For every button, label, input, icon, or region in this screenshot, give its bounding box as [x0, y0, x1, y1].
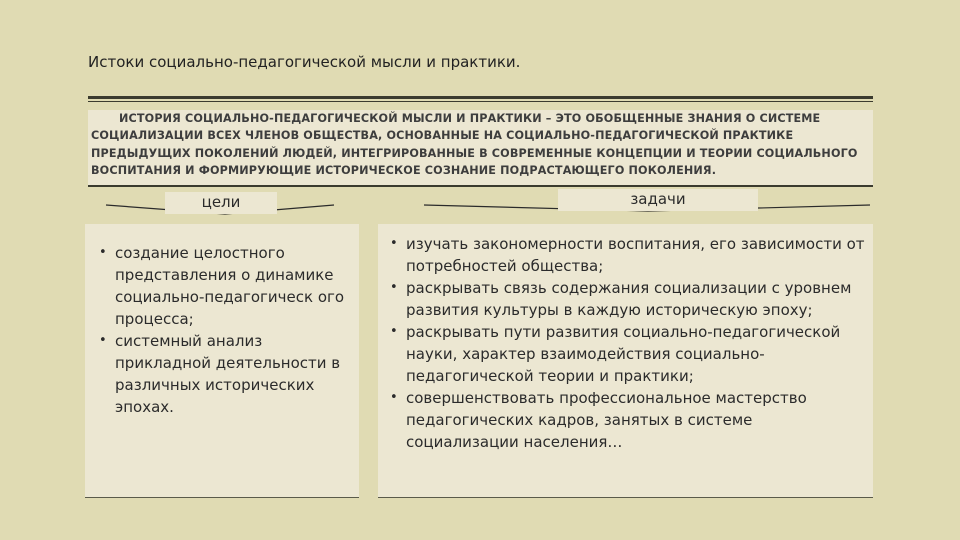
goals-panel [85, 224, 359, 498]
tasks-item-text: раскрывать связь содержания социализации с уровнем развития культуры в каждую историческую эпоху; [406, 279, 852, 319]
tasks-list-item [388, 277, 867, 321]
goals-list-item [97, 242, 353, 330]
tasks-item-text: изучать закономерности воспитания, его зависимости от потребностей общества; [406, 235, 865, 275]
definition-text: ИСТОРИЯ СОЦИАЛЬНО-ПЕДАГОГИЧЕСКОЙ МЫСЛИ И ПРАКТИКИ – ЭТО ОБОБЩЕННЫЕ ЗНАНИЯ О СИСТЕМЕ СОЦИАЛИЗАЦИИ ВСЕХ ЧЛЕНОВ ОБЩЕСТВА, ОСНОВАННЫЕ НА СОЦИАЛЬНО-ПЕДАГОГИЧЕСКОЙ ПРАКТИКЕ ПРЕДЫДУЩИХ ПОКОЛЕНИЙ ЛЮДЕЙ, ИНТЕГРИРОВАННЫЕ В СОВРЕМЕННЫЕ КОНЦЕПЦИИ И ТЕОРИИ СОЦИАЛЬНОГО ВОСПИТАНИЯ И ФОРМИРУЮЩИЕ ИСТОРИЧЕСКОЕ СОЗНАНИЕ ПОДРАСТАЮЩЕГО ПОКОЛЕНИЯ. [88, 110, 873, 185]
goals-list-item [97, 330, 353, 418]
bullet-icon: • [390, 324, 398, 339]
tasks-item-text: раскрывать пути развития социально-педагогической науки, характер взаимодействия социально-педагогической теории и практики; [406, 323, 841, 385]
goals-item-text: создание целостного представления о динамике социально-педагогическ ого процесса; [115, 244, 345, 328]
tasks-item-text: совершенствовать профессиональное мастерство педагогических кадров, занятых в системе социализации населения… [406, 389, 807, 451]
bullet-icon: • [99, 333, 107, 348]
bullet-icon: • [390, 236, 398, 251]
tasks-label: задачи [558, 189, 758, 211]
bullet-icon: • [390, 390, 398, 405]
bullet-icon: • [99, 245, 107, 260]
tasks-list-item [388, 321, 867, 387]
goals-item-text: системный анализ прикладной деятельности в различных исторических эпохах. [115, 332, 341, 416]
goals-label: цели [165, 192, 277, 214]
tasks-list-item [388, 233, 867, 277]
tasks-list-item [388, 387, 867, 453]
goals-list [97, 242, 353, 418]
tasks-list [388, 233, 867, 453]
bullet-icon: • [390, 280, 398, 295]
slide-title: Истоки социально-педагогической мысли и практики. [88, 53, 521, 71]
tasks-panel [378, 224, 873, 498]
